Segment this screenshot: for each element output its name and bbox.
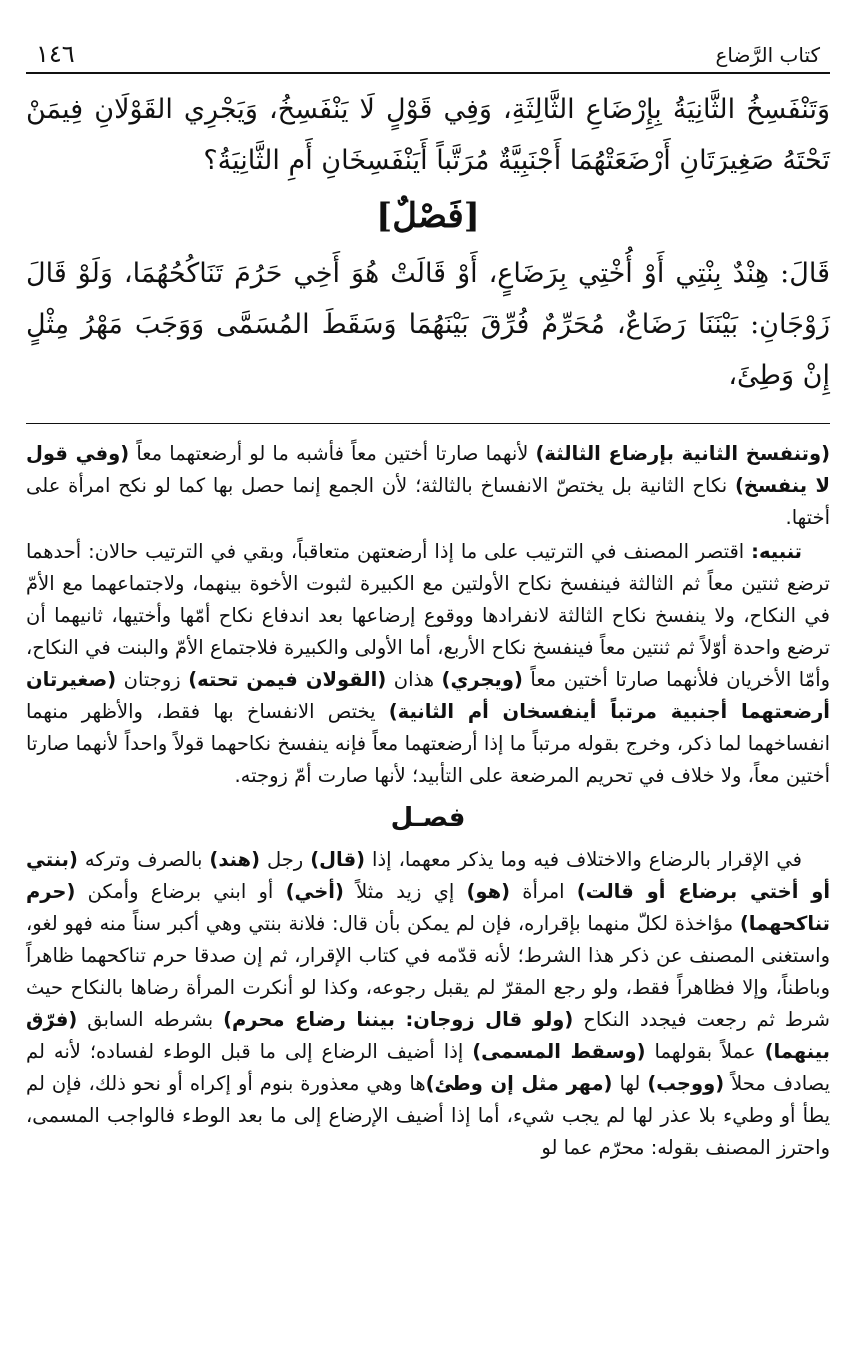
matn-section-heading: [فَصْلٌ] [376, 196, 480, 236]
commentary-segment: امرأة [510, 880, 577, 903]
quoted-matn-segment: (وفي قول لا ينفسخ) [26, 442, 830, 497]
quoted-matn-segment: (مهر مثل إن وطئ) [425, 1072, 613, 1095]
quoted-matn-segment: (بنتي أو أختي برضاع أو قالت) [26, 848, 831, 903]
commentary-segment: أو ابني برضاع وأمكن [75, 880, 286, 903]
quoted-matn-segment: تنبيه: [751, 540, 802, 563]
commentary-segment: عملاً بقولهما [645, 1040, 765, 1063]
quoted-matn-segment: (ولو قال زوجان: بيننا رضاع محرم) [223, 1008, 574, 1031]
running-title: كتاب الرَّضاع [715, 43, 820, 67]
quoted-matn-segment: (حرم تناكحهما) [26, 880, 830, 935]
commentary-segment: لها [612, 1072, 648, 1095]
quoted-matn-segment: (وسقط المسمى) [472, 1040, 646, 1063]
matn-paragraph: قَالَ: هِنْدٌ بِنْتِي أَوْ أُخْتِي بِرَضَاعٍ، أَوْ قَالَتْ هُوَ أَخِي حَرُمَ تَنَاكُحُهُمَا، وَلَوْ قَالَ زَوْجَانِ: بَيْنَنَا رَضَاعٌ، مُحَرِّمٌ فُرِّقَ بَيْنَهُمَا وَسَقَطَ المُسَمَّى وَوَجَبَ مَهْرُ مِثْلٍ إِنْ وَطِئَ، [26, 258, 830, 391]
quoted-matn-segment: (ووجب) [647, 1072, 725, 1095]
matn-paragraph: وَتَنْفَسِخُ الثَّانِيَةُ بِإِرْضَاعِ الثَّالِثَةِ، وَفِي قَوْلٍ لَا يَنْفَسِخُ، وَيَجْرِي القَوْلَانِ فِيمَنْ تَحْتَهُ صَغِيرَتَانِ أَرْضَعَتْهُمَا أَجْنَبِيَّةٌ مُرَتَّباً أَيَنْفَسِخَانِ أَمِ الثَّانِيَةُ؟ [26, 94, 830, 176]
quoted-matn-segment: (فرّق بينهما) [26, 1008, 830, 1063]
quoted-matn-segment: (قال) [310, 848, 366, 871]
commentary-segment: في الإقرار بالرضاع والاختلاف فيه وما يذكر معهما، إذا [365, 848, 802, 871]
commentary-segment: اقتصر المصنف في الترتيب على ما إذا أرضعتهن متعاقباً، وبقي في الترتيب حالان: أحدهما ترضع ثنتين معاً ثم الثالثة فينفسخ نكاح الأولتين مع الكبيرة لثبوت الأخوة بينهما، ولاجتماعهما مع الأمّ في النكاح، ولا ينفسخ نكاح الثالثة لانفرادها ووقوع إرضاعها بعد اندفاع نكاح أمّها وأختيها، ثانيهما أن ترضع واحدة أوّلاً ثم ثنتين معاً فينفسخ نكاح الأربع، أما الأولى والكبيرة فلاجتماع الأمّ والبنت في النكاح، وأمّا الأخريان فلأنهما صارتا أختين معاً [26, 540, 831, 691]
commentary-segment: بشرطه السابق [77, 1008, 224, 1031]
commentary-segment: مؤاخذة لكلّ منهما بإقراره، فإن لم يمكن بأن قال: فلانة بنتي وهي أكبر سناً منه فهو لغو، واستغنى المصنف عن ذكر هذا الشرط؛ لأنه قدّمه في كتاب الإقرار، ثم إن صدقا حرم تناكحهما ظاهراً وباطناً، وإلا فظاهراً فقط، ولو رجع المقرّ لم يقبل رجوعه، وكذا لو أنكرت المرأة رضاها بالنكاح حيث شرط ثم رجعت فيجدد النكاح [26, 912, 830, 1031]
separator-rule [26, 423, 830, 424]
commentary-segment: إي زيد مثلاً [343, 880, 467, 903]
commentary-paragraph [26, 844, 830, 1164]
commentary-section-heading: فصـل [390, 803, 466, 833]
matn-text [26, 84, 830, 401]
quoted-matn-segment: (ويجري) [441, 668, 523, 691]
commentary-segment: بالصرف وتركه [77, 848, 210, 871]
quoted-matn-segment: (وتنفسخ الثانية بإرضاع الثالثة) [535, 442, 831, 465]
commentary-segment: رجل [259, 848, 311, 871]
commentary-segment: يختص الانفساخ بها فقط، والأظهر منهما انفساخهما لما ذكر، وخرج بقوله مرتباً ما إذا أرضعتهما معاً فإنه ينفسخ نكاحهما قولاً واحداً لأنهما صارتا أختين معاً، ولا خلاف في تحريم المرضعة على التأبيد؛ لأنها صارت أمّ زوجته. [26, 700, 830, 787]
commentary-note-paragraph [26, 536, 830, 792]
commentary-segment: ها وهي معذورة بنوم أو إكراه أو نحو ذلك، فإن لم يطأ أو وطيء بلا عذر لها لم يجب شيء، أما إذا أضيف الإرضاع إلى ما بعد الوطء فالواجب المسمى، واحترز المصنف بقوله: محرّم عما لو [26, 1072, 830, 1159]
commentary-segment: هذان [386, 668, 442, 691]
commentary-segment: إذا أضيف الرضاع إلى ما قبل الوطء لفساده؛ لأنه لم يصادف محلاً [26, 1040, 830, 1095]
quoted-matn-segment: (هند) [209, 848, 260, 871]
commentary-segment: زوجتان [116, 668, 189, 691]
quoted-matn-segment: (أخي) [285, 880, 344, 903]
quoted-matn-segment: (القولان فيمن تحته) [188, 668, 387, 691]
commentary-segment: لأنهما صارتا أختين معاً فأشبه ما لو أرضعتهما معاً [129, 442, 536, 465]
page-number: ١٤٦ [36, 40, 75, 68]
quoted-matn-segment: (صغيرتان أرضعتهما أجنبية مرتباً أينفسخان أم الثانية) [26, 668, 830, 723]
commentary-segment: نكاح الثانية بل يختصّ الانفساخ بالثالثة؛ لأن الجمع إنما حصل بها كما لو نكح امرأة على أختها. [26, 474, 830, 529]
quoted-matn-segment: (هو) [466, 880, 511, 903]
commentary-paragraph [26, 438, 830, 534]
page-header [26, 40, 830, 74]
